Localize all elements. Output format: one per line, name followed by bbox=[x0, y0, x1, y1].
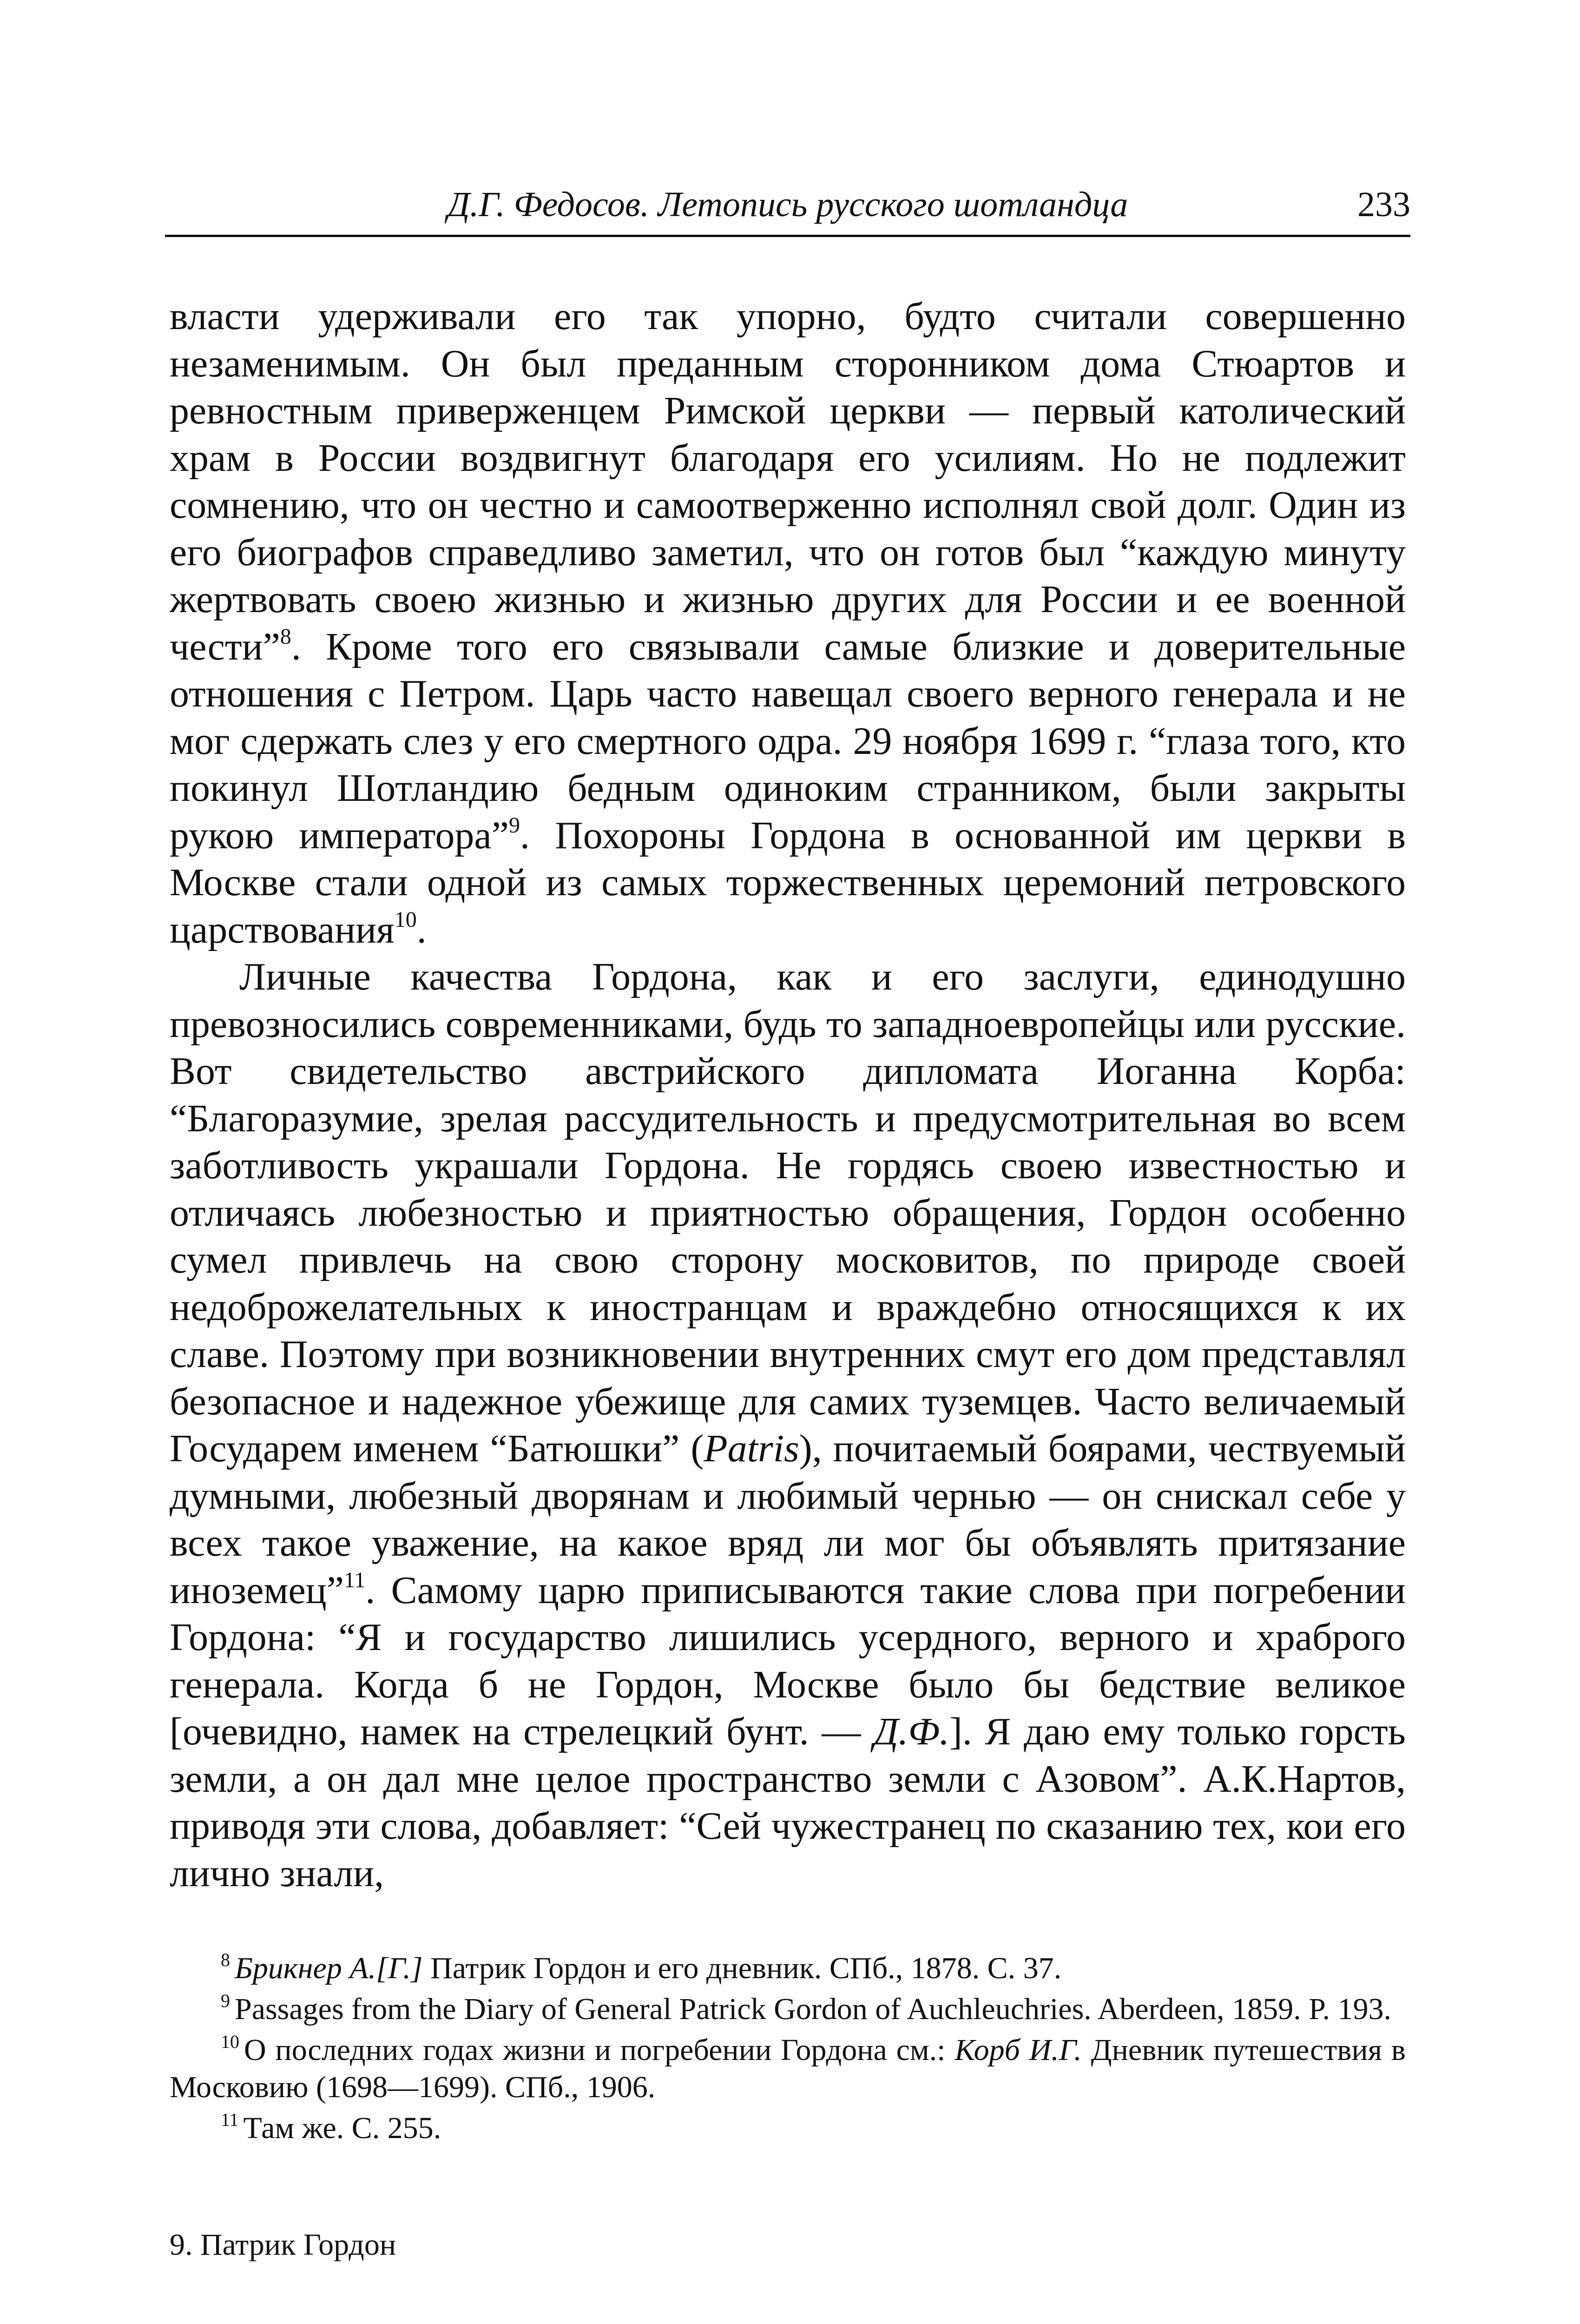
paragraph-2-text-3: . Самому царю приписываются такие слова при погребении Гордона: “Я и государство лишились усердного, верного и храброго генерала. Когда б не Гордон, Москве было бы бедствие великое [очевидно, намек на стрелецкий бунт. — bbox=[170, 1568, 1406, 1753]
footnote-number: 8 bbox=[221, 1949, 230, 1970]
footnote-ref-10: 10 bbox=[394, 907, 417, 932]
footnote-8 bbox=[170, 1950, 1406, 1987]
paragraph-1-text-4: . bbox=[416, 908, 427, 951]
footnote-text: Там же. С. 255. bbox=[243, 2111, 441, 2145]
signature-mark: 9. Патрик Гордон bbox=[170, 2228, 396, 2262]
footnote-ref-8: 8 bbox=[280, 624, 291, 649]
footnote-number: 9 bbox=[221, 1990, 230, 2011]
header-rule bbox=[165, 235, 1410, 237]
running-head bbox=[165, 174, 1410, 237]
footnotes bbox=[170, 1950, 1406, 2151]
footnote-text: Passages from the Diary of General Patrick Gordon of Auchleuchries. Aberdeen, 1859. P. 193. bbox=[235, 1992, 1392, 2026]
footnote-ref-11: 11 bbox=[344, 1567, 366, 1592]
paragraph-1-text-2: . Кроме того его связывали самые близкие и доверительные отношения с Петром. Царь часто навещал своего верного генерала и не мог сдержать слез у его смертного одра. 29 ноября 1699 г. “глаза того, кто покинул Шотландию бедным одиноким странником, были закрыты рукою императора” bbox=[170, 625, 1406, 857]
page-number: 233 bbox=[1357, 185, 1410, 224]
footnote-number: 11 bbox=[221, 2109, 239, 2130]
footnote-text-2: Дневник путешествия в Московию (1698—1699). СПб., 1906. bbox=[170, 2033, 1406, 2104]
footnote-text: О последних годах жизни и погребении Гордона см.: bbox=[244, 2033, 955, 2067]
footnote-ref-9: 9 bbox=[508, 812, 520, 838]
footnote-11 bbox=[170, 2110, 1406, 2147]
paragraph-2-text-2: ), почитаемый боярами, чествуемый думными, любезный дворянам и любимый чернью — он снискал себе у всех такое уважение, на какое вряд ли мог бы объявлять притязание иноземец” bbox=[170, 1427, 1406, 1612]
paragraph-2-text-4: ]. Я даю ему только горсть земли, а он дал мне целое пространство земли с Азовом”. А.К.Нартов, приводя эти слова, добавляет: “Сей чужестранец по сказанию тех, кои его лично знали, bbox=[170, 1710, 1406, 1895]
latin-term: Patris bbox=[704, 1427, 799, 1470]
paragraph-1 bbox=[170, 293, 1406, 953]
author-initials: Д.Ф. bbox=[873, 1710, 949, 1753]
paragraph-1-text-1: власти удерживали его так упорно, будто считали совершенно незаменимым. Он был преданным сторонником дома Стюартов и ревностным приверженцем Римской церкви — первый католический храм в России воздвигнут благодаря его усилиям. Но не подлежит сомнению, что он честно и самоотверженно исполнял свой долг. Один из его биографов справедливо заметил, что он готов был “каждую минуту жертвовать своею жизнью и жизнью других для России и ее военной чести” bbox=[170, 295, 1406, 668]
footnote-author: Брикнер А.[Г.] bbox=[235, 1951, 423, 1985]
paragraph-1-text-3: . Похороны Гордона в основанной им церкви в Москве стали одной из самых торжественных церемоний петровского царствования bbox=[170, 813, 1406, 951]
footnote-9 bbox=[170, 1991, 1406, 2028]
body-text bbox=[170, 293, 1406, 1897]
footnote-10 bbox=[170, 2032, 1406, 2106]
running-title: Д.Г. Федосов. Летопись русского шотландца bbox=[447, 185, 1128, 224]
footnote-author: Корб И.Г. bbox=[955, 2033, 1082, 2067]
paragraph-2-text-1: Личные качества Гордона, как и его заслуги, единодушно превозносились современниками, будь то западноевропейцы или русские. Вот свидетельство австрийского дипломата Иоганна Корба: “Благоразумие, зрелая рассудительность и предусмотрительная во всем заботливость украшали Гордона. Не гордясь своею известностью и отличаясь любезностью и приятностью обращения, Гордон особенно сумел привлечь на свою сторону московитов, по природе своей недоброжелательных к иностранцам и враждебно относящихся к их славе. Поэтому при возникновении внутренних смут его дом представлял безопасное и надежное убежище для самих туземцев. Часто величаемый Государем именем “Батюшки” ( bbox=[170, 955, 1406, 1470]
paragraph-2 bbox=[170, 953, 1406, 1897]
footnote-number: 10 bbox=[221, 2031, 239, 2052]
footnote-text: Патрик Гордон и его дневник. СПб., 1878. С. 37. bbox=[422, 1951, 1062, 1985]
